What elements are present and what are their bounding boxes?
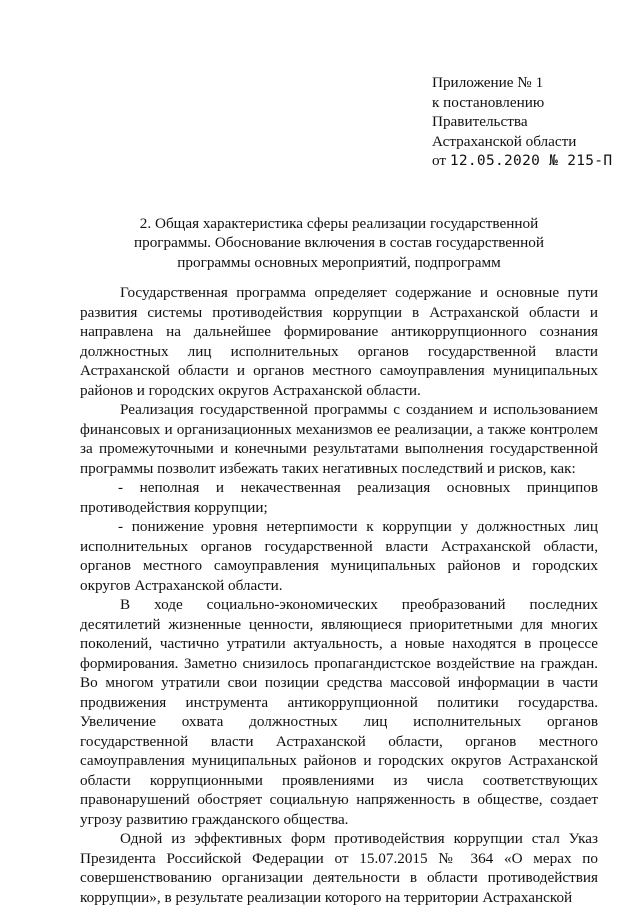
paragraph: В ходе социально-экономических преобразований последних десятилетий жизненные ценности, являющиеся приоритетными для многих поколений, частично утратили актуальность, а новые находятся в процессе формирования. Заметно снизилось пропагандистское воздействие на граждан. Во многом утратили свои позиции средства массовой информации в части продвижения инструмента антикоррупционной политики государства. Увеличение охвата должностных лиц исполнительных органов государственной власти Астраханской области, органов местного самоуправления муниципальных районов и городских округов Астраханской области коррупционными проявлениями из числа соответствующих правонарушений обостряет социальную напряженность в обществе, создает угрозу развитию гражданского общества. xyxy=(80,596,598,828)
section-title: 2. Общая характеристика сферы реализации государственной программы. Обоснование включения в состав государственной программы основных мероприятий, подпрограмм xyxy=(133,215,545,271)
paragraph: Реализация государственной программы с созданием и использованием финансовых и организационных механизмов ее реализации, а также контролем за промежуточными и конечными результатами выполнения государственной программы позволит избежать таких негативных последствий и рисков, как: xyxy=(80,401,598,477)
appendix-date-line xyxy=(432,151,632,172)
date-prefix: от xyxy=(432,152,450,170)
list-item: - понижение уровня нетерпимости к коррупции у должностных лиц исполнительных органов государственной власти Астраханской области, органов местного самоуправления муниципальных районов и городских округов Астраханской области. xyxy=(80,518,598,594)
paragraph: Государственная программа определяет содержание и основные пути развития системы противодействия коррупции в Астраханской области и направлена на дальнейшее формирование антикоррупционного сознания должностных лиц исполнительных органов государственной власти Астраханской области и органов местного самоуправления муниципальных районов и городских округов Астраханской области. xyxy=(80,284,598,399)
appendix-line-region: Астраханской области xyxy=(432,132,577,150)
body-text xyxy=(80,283,598,907)
list-item: - неполная и некачественная реализация основных принципов противодействия коррупции; xyxy=(80,479,598,516)
appendix-line-government: Правительства xyxy=(432,113,528,131)
appendix-header xyxy=(432,73,632,172)
paragraph: Одной из эффективных форм противодействия коррупции стал Указ Президента Российской Федерации от 15.07.2015 № 364 «О мерах по совершенствованию организации деятельности в области противодействия коррупции», в результате реализации которого на территории Астраханской xyxy=(80,830,598,906)
date-stamp: 12.05.2020 № 215-П xyxy=(449,153,613,170)
appendix-line-resolution: к постановлению xyxy=(432,93,545,111)
appendix-title: Приложение № 1 xyxy=(432,74,544,91)
